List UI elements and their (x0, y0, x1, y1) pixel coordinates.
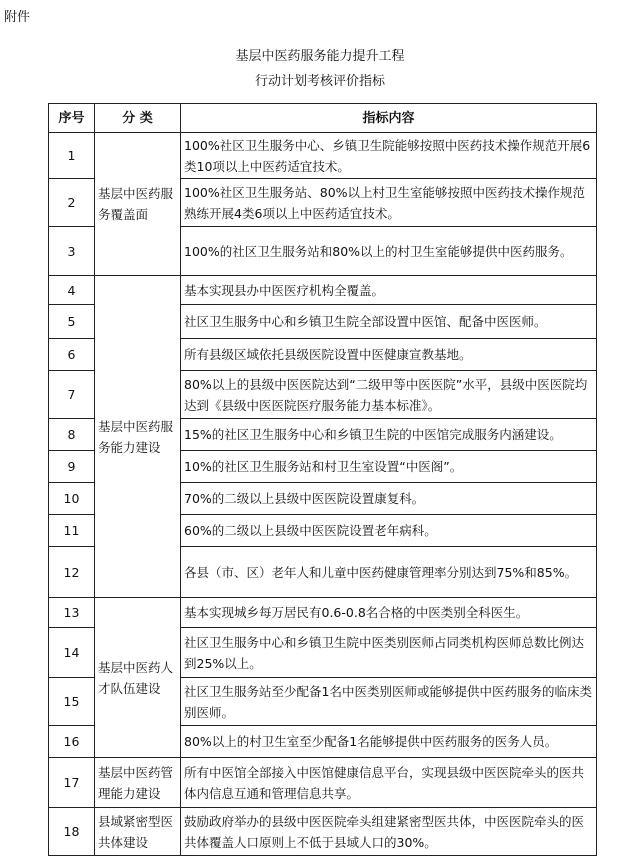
row-content: 80%以上的县级中医医院达到“二级甲等中医医院”水平，县级中医医院均达到《县级中医医院医疗服务能力基本标准》。 (181, 371, 597, 419)
row-content: 80%以上的村卫生室至少配备1名能够提供中医药服务的医务人员。 (181, 726, 597, 758)
row-content: 基本实现城乡每万居民有0.6-0.8名合格的中医类别全科医生。 (181, 598, 597, 628)
row-content: 10%的社区卫生服务站和村卫生室设置“中医阁”。 (181, 451, 597, 483)
evaluation-table (48, 103, 597, 856)
category-cell: 基层中医药服务覆盖面 (95, 133, 181, 276)
category-cell: 县域紧密型医共体建设 (95, 808, 181, 856)
row-number: 1 (49, 133, 95, 179)
header-category: 分 类 (95, 104, 181, 133)
row-number: 3 (49, 227, 95, 276)
row-number: 18 (49, 808, 95, 856)
category-cell: 基层中医药服务能力建设 (95, 276, 181, 598)
row-content: 所有县级区域依托县级医院设置中医健康宣教基地。 (181, 339, 597, 371)
document-title: 基层中医药服务能力提升工程 (235, 49, 405, 64)
table-row (49, 598, 597, 628)
category-cell: 基层中医药人才队伍建设 (95, 598, 181, 758)
row-content: 15%的社区卫生服务中心和乡镇卫生院的中医馆完成服务内涵建设。 (181, 419, 597, 451)
row-number: 16 (49, 726, 95, 758)
category-cell: 基层中医药管理能力建设 (95, 758, 181, 808)
header-content: 指标内容 (181, 104, 597, 133)
header-no: 序号 (49, 104, 95, 133)
table-row (49, 276, 597, 305)
table-row (49, 808, 597, 856)
row-content: 社区卫生服务中心和乡镇卫生院全部设置中医馆、配备中医医师。 (181, 305, 597, 339)
row-content: 100%社区卫生服务中心、乡镇卫生院能够按照中医药技术操作规范开展6类10项以上中医药适宜技术。 (181, 133, 597, 179)
table-header-row (49, 104, 597, 133)
attachment-label: 附件 (4, 10, 31, 25)
row-content: 各县（市、区）老年人和儿童中医药健康管理率分别达到75%和85%。 (181, 547, 597, 598)
row-content: 鼓励政府举办的县级中医医院牵头组建紧密型医共体，中医医院牵头的医共体覆盖人口原则上不低于县域人口的30%。 (181, 808, 597, 856)
row-number: 9 (49, 451, 95, 483)
row-number: 12 (49, 547, 95, 598)
row-number: 10 (49, 483, 95, 515)
table-row (49, 133, 597, 179)
row-content: 基本实现县办中医医疗机构全覆盖。 (181, 276, 597, 305)
row-content: 70%的二级以上县级中医医院设置康复科。 (181, 483, 597, 515)
row-number: 2 (49, 179, 95, 227)
row-number: 15 (49, 678, 95, 726)
row-number: 5 (49, 305, 95, 339)
row-content: 所有中医馆全部接入中医馆健康信息平台，实现县级中医医院牵头的医共体内信息互通和管理信息共享。 (181, 758, 597, 808)
document-subtitle: 行动计划考核评价指标 (254, 74, 385, 89)
row-content: 100%社区卫生服务站、80%以上村卫生室能够按照中医药技术操作规范熟练开展4类6项以上中医药适宜技术。 (181, 179, 597, 227)
row-number: 11 (49, 515, 95, 547)
row-number: 8 (49, 419, 95, 451)
row-number: 17 (49, 758, 95, 808)
row-content: 100%的社区卫生服务站和80%以上的村卫生室能够提供中医药服务。 (181, 227, 597, 276)
row-number: 4 (49, 276, 95, 305)
row-number: 7 (49, 371, 95, 419)
row-number: 14 (49, 628, 95, 678)
row-number: 13 (49, 598, 95, 628)
row-number: 6 (49, 339, 95, 371)
table-row (49, 758, 597, 808)
row-content: 社区卫生服务中心和乡镇卫生院中医类别医师占同类机构医师总数比例达到25%以上。 (181, 628, 597, 678)
row-content: 60%的二级以上县级中医医院设置老年病科。 (181, 515, 597, 547)
row-content: 社区卫生服务站至少配备1名中医类别医师或能够提供中医药服务的临床类别医师。 (181, 678, 597, 726)
